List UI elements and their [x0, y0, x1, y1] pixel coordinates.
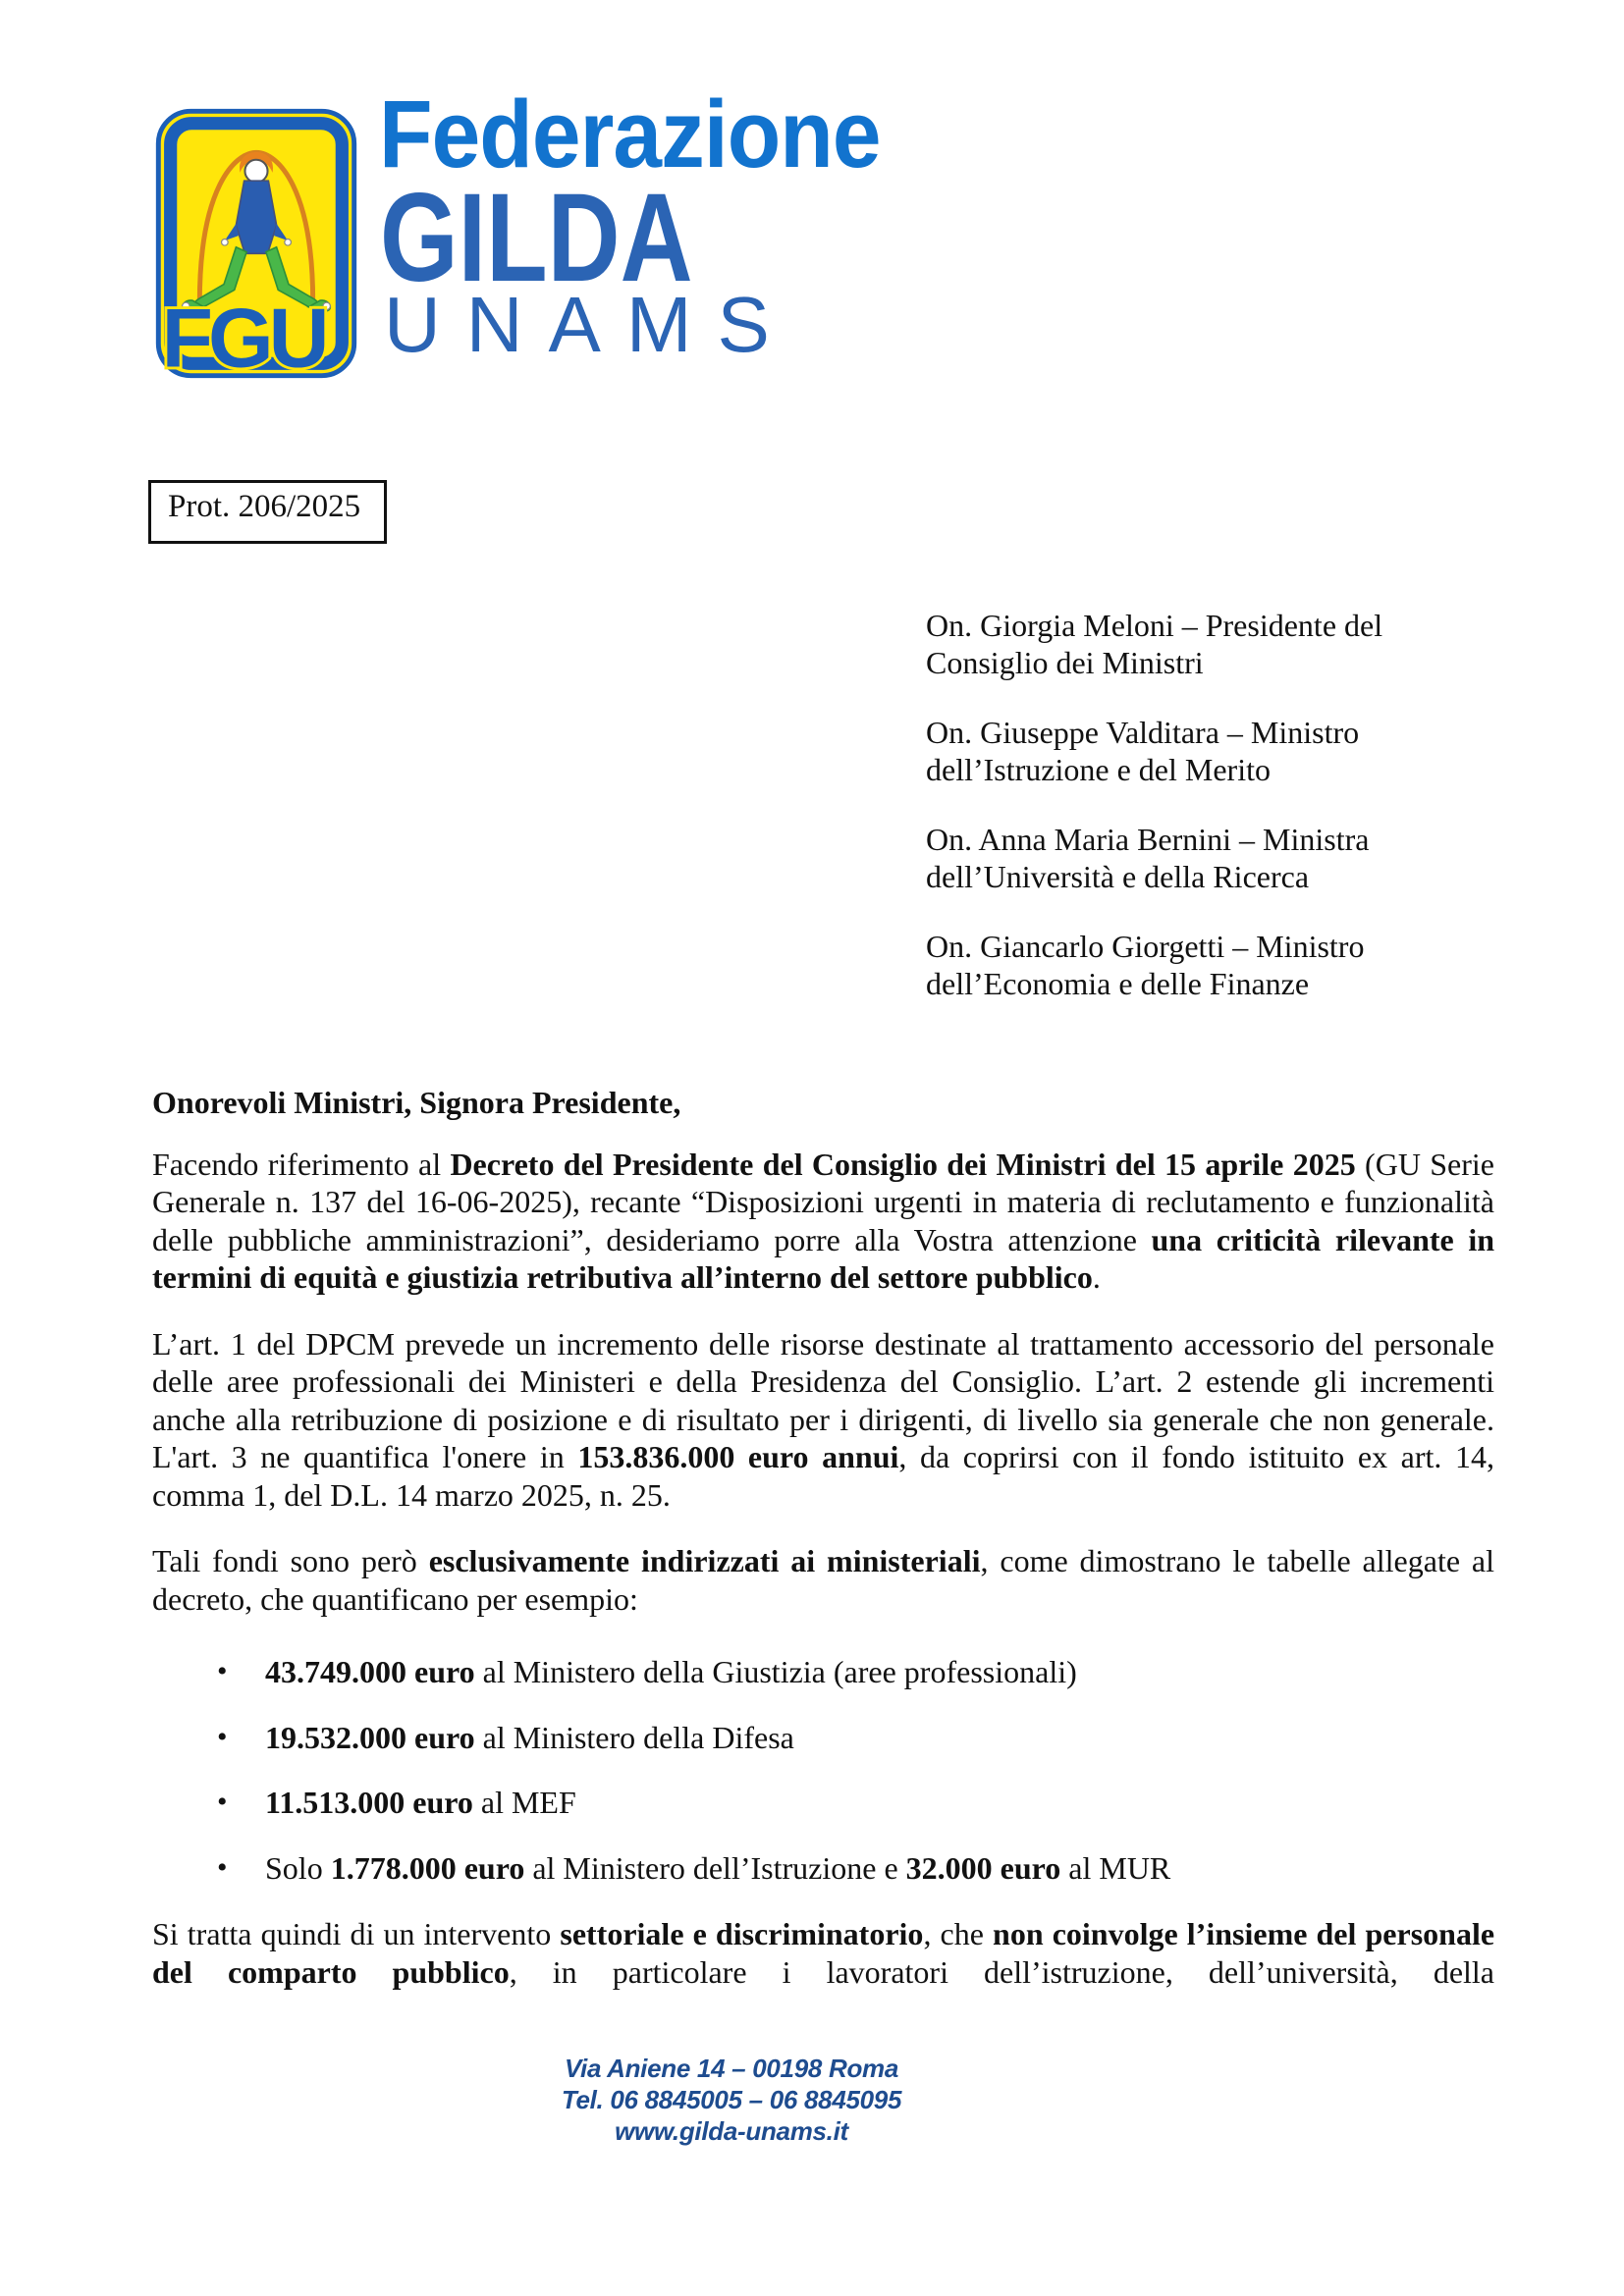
paragraph-dpcm-reference: Facendo riferimento al Decreto del Presidente del Consiglio dei Ministri del 15 aprile 2025 (GU Serie Generale n. 137 del 16-06-2025), recante “Disposizioni urgenti in materia di reclutamento e funzionalità delle pubbliche amministrazioni”, desideriamo porre alla Vostra attenzione una criticità rilevante in termini di equità e giustizia retributiva all’interno del settore pubblico.	[152, 1146, 1495, 1295]
paragraph-dpcm-articles: L’art. 1 del DPCM prevede un incremento delle risorse destinate al trattamento accessorio del personale delle aree professionali dei Ministeri e della Presidenza del Consiglio. L’art. 2 estende gli incrementi anche alla retribuzione di posizione e di risultato per i dirigenti, di livello sia generale che non generale. L'art. 3 ne quantifica l'onere in 153.836.000 euro annui, da coprirsi con il fondo istituito ex art. 14, comma 1, del D.L. 14 marzo 2025, n. 25.	[152, 1325, 1495, 1513]
fgu-acronym: FGU	[161, 291, 325, 379]
bullet-icon: •	[217, 1786, 228, 1818]
recipient-line: On. Giancarlo Giorgetti – Ministro	[926, 929, 1365, 964]
recipient-item	[926, 607, 1476, 681]
recipient-item	[926, 714, 1476, 788]
letter-footer	[152, 2053, 1311, 2147]
allocation-text: 11.513.000 euro al MEF	[265, 1785, 576, 1820]
wordmark-unams: UNAMS	[384, 281, 795, 368]
recipient-line: On. Giuseppe Valditara – Ministro	[926, 715, 1360, 750]
recipients-block	[926, 607, 1476, 1035]
bullet-icon: •	[217, 1720, 228, 1753]
paragraph-funds-intro: Tali fondi sono però esclusivamente indirizzati ai ministeriali, come dimostrano le tabelle allegate al decreto, che quantificano per esempio:	[152, 1543, 1495, 1617]
protocol-number: Prot. 206/2025	[168, 489, 361, 524]
footer-website: www.gilda-unams.it	[615, 2116, 848, 2146]
recipient-line: On. Anna Maria Bernini – Ministra	[926, 822, 1370, 857]
recipient-line: On. Giorgia Meloni – Presidente del	[926, 608, 1383, 643]
allocation-item-difesa	[152, 1719, 1494, 1757]
recipient-item	[926, 928, 1476, 1002]
letter-body	[152, 1084, 1494, 1991]
protocol-box	[148, 480, 387, 544]
allocation-item-mef	[152, 1784, 1494, 1822]
allocation-item-giustizia	[152, 1653, 1494, 1691]
recipient-line: Consiglio dei Ministri	[926, 645, 1204, 680]
bullet-icon: •	[217, 1655, 228, 1687]
allocation-text: Solo 1.778.000 euro al Ministero dell’Istruzione e 32.000 euro al MUR	[265, 1849, 1171, 1886]
allocation-text: 43.749.000 euro al Ministero della Giustizia (aree professionali)	[265, 1654, 1077, 1689]
paragraph-conclusion: Si tratta quindi di un intervento settoriale e discriminatorio, che non coinvolge l’insieme del personale del comparto pubblico, in particolare i lavoratori dell’istruzione, dell’università, della	[152, 1916, 1495, 1990]
recipient-item	[926, 821, 1476, 895]
wordmark-federazione: Federazione	[379, 80, 881, 187]
fgu-logo-badge	[155, 108, 357, 379]
allocation-item-istruzione-mur	[152, 1849, 1494, 1888]
wordmark-gilda: GILDA	[380, 168, 693, 308]
recipient-line: dell’Economia e delle Finanze	[926, 966, 1310, 1001]
salutation: Onorevoli Ministri, Signora Presidente,	[152, 1085, 681, 1120]
footer-address: Via Aniene 14 – 00198 Roma	[564, 2054, 898, 2083]
allocations-list	[152, 1653, 1494, 1887]
allocation-text: 19.532.000 euro al Ministero della Difesa	[265, 1719, 794, 1755]
recipient-line: dell’Istruzione e del Merito	[926, 752, 1271, 787]
recipient-line: dell’Università e della Ricerca	[926, 859, 1310, 894]
footer-phone: Tel. 06 8845005 – 06 8845095	[561, 2085, 902, 2114]
fgu-logo	[155, 108, 357, 379]
bullet-icon: •	[217, 1850, 228, 1884]
